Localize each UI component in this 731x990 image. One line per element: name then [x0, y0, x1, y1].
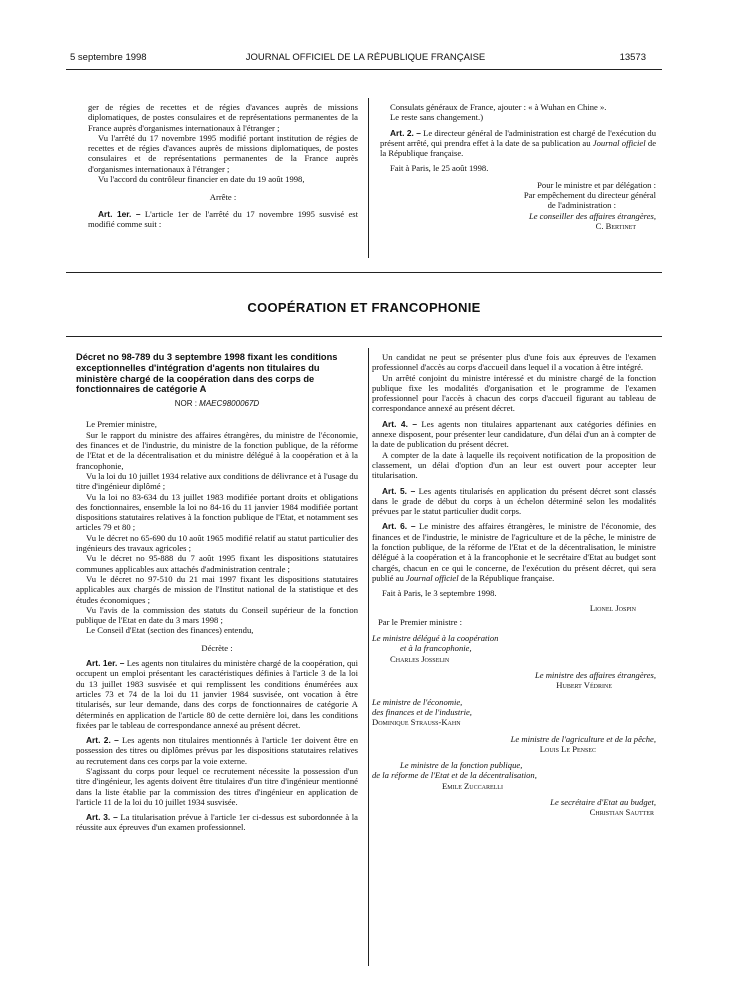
- signature-line: Le ministre de l'économie,: [372, 696, 463, 707]
- header-rule: [66, 69, 662, 70]
- article-text: Le ministre des affaires étrangères, le ministre de l'économie, des finances et de l'industrie, le ministre de l'agriculture et de la pêche, le ministre de la fonction publique, de la réforme de l'Etat et de la décentralisation, le ministre délégué à la coopération et à la francophonie et le secrétaire d'Etat au budget sont chargés, chacun en ce qui le concerne, de l'exécution du présent décret, qui sera publié au: [372, 521, 656, 583]
- article-label: Art. 1er. –: [98, 208, 141, 219]
- decree-left-column: [76, 352, 358, 833]
- article-label: Art. 2. –: [86, 735, 119, 746]
- paragraph: Le reste sans changement.): [390, 112, 484, 123]
- header-page-number: 13573: [619, 52, 646, 63]
- paragraph: Vu le décret no 65-690 du 10 août 1965 modifié relatif au statut particulier des ingénieurs des travaux agricoles ;: [76, 532, 358, 554]
- paragraph: A compter de la date à laquelle ils reçoivent notification de la proposition de classement, un délai d'option d'un an leur est ouvert pour accepter leur titularisation.: [372, 449, 656, 481]
- signatory-name: Lionel Jospin: [589, 602, 636, 613]
- journal-name: Journal officiel: [592, 137, 646, 148]
- article-text-end: de la République française.: [380, 137, 657, 159]
- signatory-name: C. Bertinet: [595, 220, 636, 231]
- nor-value: MAEC9800067D: [199, 399, 260, 409]
- article-text: L'article 1er de l'arrêté du 17 novembre 1995 susvisé est modifié comme suit :: [88, 208, 358, 229]
- article-paragraph: [372, 521, 656, 583]
- prev-decree-right-column: [380, 102, 656, 231]
- signatory-name: Christian Sautter: [589, 807, 654, 818]
- article-text-end: de la République française.: [458, 572, 555, 583]
- prev-decree-left-column: [88, 102, 358, 229]
- fait-line: Fait à Paris, le 25 août 1998.: [390, 163, 489, 174]
- signature-block: [372, 603, 656, 818]
- signature-line: Le conseiller des affaires étrangères,: [528, 210, 656, 221]
- header-journal-title: JOURNAL OFFICIEL DE LA RÉPUBLIQUE FRANÇAISE: [245, 52, 486, 63]
- section-rule: [66, 272, 662, 273]
- signatory-name: Charles Josselin: [390, 653, 450, 664]
- fait-line: Fait à Paris, le 3 septembre 1998.: [382, 588, 497, 599]
- paragraph: Vu la loi du 10 juillet 1934 relative aux conditions de délivrance et à l'usage du titre d'ingénieur diplômé ;: [76, 470, 358, 492]
- article-text: Les agents non titulaires appartenant aux catégories définies en annexe disposent, pour présenter leur candidature, d'un délai d'un an à compter de la date de publication du présent décret.: [372, 418, 656, 450]
- signatory-name: Emile Zuccarelli: [442, 780, 503, 791]
- decrete-heading: Décrète :: [201, 642, 233, 653]
- signature-line: et à la francophonie,: [400, 643, 472, 654]
- paragraph: Un candidat ne peut se présenter plus d'une fois aux épreuves de l'examen professionnel d'accès au corps d'accueil dans lequel il a vocation à être intégré.: [372, 352, 656, 373]
- signatory-name: Hubert Védrine: [556, 680, 612, 691]
- signature-line: Le ministre des affaires étrangères,: [534, 670, 656, 681]
- paragraph: Le Conseil d'Etat (section des finances) entendu,: [86, 625, 254, 636]
- article-label: Art. 4. –: [382, 418, 418, 429]
- article-text: Les agents non titulaires mentionnés à l'article 1er doivent être en possession des titres ou diplômes prévus par les dispositions statutaires relatives au recrutement dans ces corps par la voie externe.: [76, 735, 358, 766]
- article-text: La titularisation prévue à l'article 1er ci-dessus est subordonnée à la réussite aux épreuves d'un examen professionnel.: [76, 812, 358, 833]
- article-label: Art. 6. –: [382, 521, 416, 532]
- signature-line: de la réforme de l'Etat et de la décentralisation,: [372, 770, 537, 781]
- paragraph: Vu le décret no 95-888 du 7 août 1995 fixant les dispositions statutaires communes applicables aux attachés d'administration centrale ;: [76, 553, 358, 574]
- article-label: Art. 1er. –: [86, 658, 125, 669]
- article-label: Art. 3. –: [86, 812, 118, 823]
- article-text: Les agents non titulaires du ministère chargé de la coopération, qui occupent un emploi présentant les caractéristiques définies à l'article 3 de la loi du 13 juillet 1983 susvisée et qui remplissent les conditions énumérées aux articles 73 et 74 de la loi du 11 janvier 1984 susvisée, ont vocation à être titularisés, sur leur demande, dans des corps de fonctionnaires de catégorie A déterminés en application de l'article 80 de cette dernière loi, dans les conditions fixées par le tableau de correspondance annexé au présent décret.: [76, 658, 358, 730]
- signature-line: Par le Premier ministre :: [378, 616, 463, 627]
- paragraph: Le Premier ministre,: [86, 419, 157, 430]
- paragraph: Consulats généraux de France, ajouter : « à Wuhan en Chine ».: [390, 102, 607, 112]
- page-header: [0, 52, 731, 66]
- paragraph: Vu l'avis de la commission des statuts du Conseil supérieur de la fonction publique de l'Etat en date du 3 mars 1998 ;: [76, 604, 358, 626]
- article-label: Art. 5. –: [382, 485, 416, 496]
- article-paragraph: [76, 735, 358, 766]
- decree-title: Décret no 98-789 du 3 septembre 1998 fixant les conditions exceptionnelles d'intégration d'agents non titulaires du ministère chargé de la coopération dans des corps de fonctionnaires de catégorie A: [76, 352, 338, 395]
- signature-line: Le ministre de l'agriculture et de la pêche,: [510, 733, 656, 744]
- article-text: Le directeur général de l'administration est chargé de l'exécution du présent arrêté, qui prendra effet à la date de sa publication au: [380, 127, 656, 148]
- signature-line: des finances et de l'industrie,: [372, 706, 472, 717]
- article-paragraph: [372, 419, 656, 450]
- arrete-heading: Arrête :: [209, 192, 237, 203]
- article-text: Les agents titularisés en application du présent décret sont classés dans le grade de début du corps à un échelon déterminé selon les modalités prévues par le statut particulier dudit corps.: [372, 485, 656, 517]
- nor-line: [76, 398, 358, 409]
- section-rule-bottom: [66, 336, 662, 337]
- signature-line: Le ministre de la fonction publique,: [400, 760, 523, 771]
- decree-right-column: [372, 352, 656, 818]
- header-date: 5 septembre 1998: [70, 52, 147, 63]
- nor-label: NOR :: [174, 399, 198, 409]
- signature-line: de l'administration :: [547, 200, 616, 211]
- article-paragraph: [76, 658, 358, 730]
- section-title: COOPÉRATION ET FRANCOPHONIE: [247, 300, 481, 315]
- article-label: Art. 2. –: [390, 127, 421, 138]
- article-paragraph: [372, 486, 656, 517]
- paragraph: Vu l'arrêté du 17 novembre 1995 modifié portant institution de régies de recettes et de régies d'avances auprès de missions diplomatiques, de postes consulaires et de représentations permanentes de la France auprès d'organismes internationaux à l'étranger ;: [88, 132, 358, 174]
- paragraph: Vu l'accord du contrôleur financier en date du 19 août 1998,: [98, 174, 305, 185]
- signature-block: [380, 180, 656, 231]
- signature-line: Pour le ministre et par délégation :: [537, 179, 656, 190]
- paragraph: Un arrêté conjoint du ministre intéressé et du ministre chargé de la fonction publique fixe les modalités d'organisation et le programme de l'examen professionnel pour l'accès à chacun des corps d'accueil figurant au tableau de correspondance annexé au présent décret.: [372, 372, 656, 414]
- signature-line: Le ministre délégué à la coopération: [372, 633, 499, 644]
- journal-name: Journal officiel: [405, 572, 459, 583]
- paragraph: Sur le rapport du ministre des affaires étrangères, du ministre de l'économie, des finances et de l'industrie, du ministre de la fonction publique, de la réforme de l'Etat et de la décentralisation et du ministre délégué à la coopération et à la francophonie,: [76, 429, 358, 471]
- paragraph: S'agissant du corps pour lequel ce recrutement nécessite la possession d'un titre d'ingénieur, les agents doivent être titulaires d'un titre d'ingénieur mentionné dans la liste établie par la commission des titres d'ingénieur en application de l'article 11 de la loi du 10 juillet 1934 susvisée.: [76, 765, 358, 807]
- column-divider: [368, 98, 369, 258]
- article-paragraph: [380, 128, 656, 159]
- paragraph: Vu le décret no 97-510 du 21 mai 1997 fixant les dispositions statutaires applicables aux chargés de mission de l'Institut national de la statistique et des études économiques ;: [76, 573, 358, 605]
- paragraph: ger de régies de recettes et de régies d'avances auprès de missions diplomatiques, de postes consulaires et de représentations permanentes de la France auprès d'organismes internationaux à l'étranger ;: [88, 102, 358, 133]
- signatory-name: Louis Le Pensec: [539, 743, 596, 754]
- column-divider: [368, 348, 369, 966]
- article-paragraph: [76, 812, 358, 833]
- signature-line: Le secrétaire d'Etat au budget,: [550, 796, 656, 807]
- signatory-name: Dominique Strauss-Kahn: [372, 717, 461, 728]
- article-paragraph: [88, 209, 358, 230]
- paragraph: Vu la loi no 83-634 du 13 juillet 1983 modifiée portant droits et obligations des fonctionnaires, ensemble la loi no 84-16 du 11 janvier 1984 modifiée portant dispositions statutaires relatives à la fonction publique de l'Etat, et notamment ses articles 79 et 80 ;: [76, 491, 358, 533]
- signature-line: Par empêchement du directeur général: [523, 190, 656, 201]
